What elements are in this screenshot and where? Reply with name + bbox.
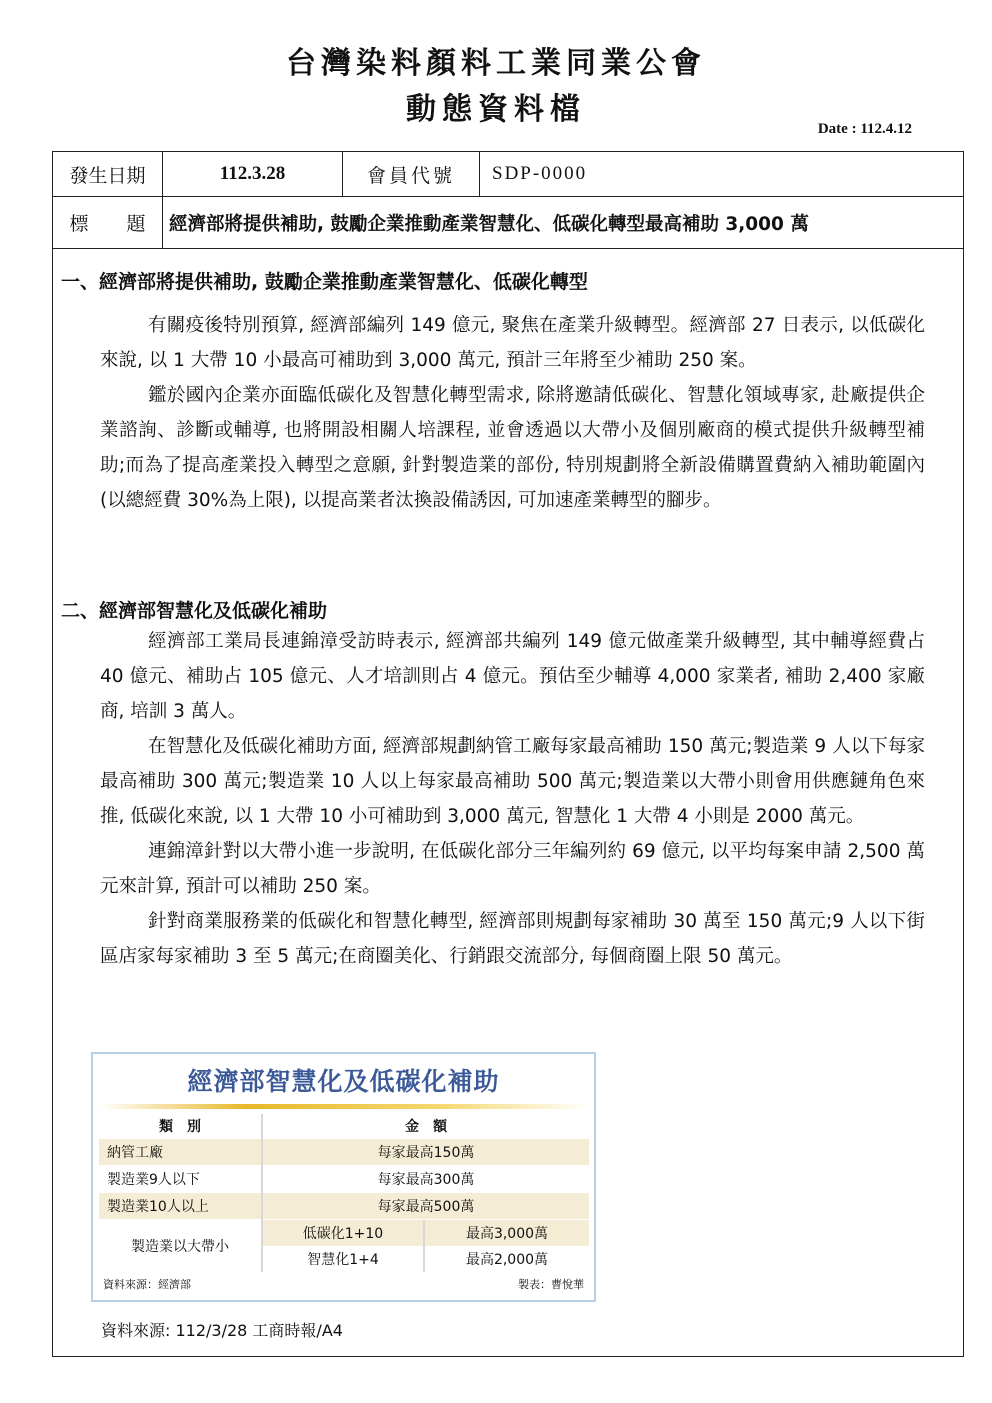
title-label: 標 題 [53, 197, 163, 248]
subsidy-table [99, 1114, 589, 1272]
document-frame [52, 151, 964, 1357]
group-type: 智慧化1+4 [307, 1252, 379, 1268]
table-divider [261, 1114, 263, 1272]
col-amount-header: 金 額 [405, 1119, 447, 1135]
row-category: 製造業9人以下 [107, 1172, 200, 1188]
row-category: 製造業10人以上 [107, 1199, 209, 1215]
info-row-title [53, 197, 963, 249]
doc-title: 動態資料檔 [406, 92, 586, 127]
member-value: SDP-0000 [492, 163, 588, 184]
section-2-paragraph: 針對商業服務業的低碳化和智慧化轉型, 經濟部則規劃每家補助 30 萬至 150 萬元;9 人以下街區店家每家補助 3 至 5 萬元;在商圈美化、行銷跟交流部分, 每個商圈上限 50 萬元。 [100, 911, 925, 967]
info-row-date [53, 152, 963, 197]
table-group-row [99, 1220, 589, 1272]
section-2-paragraph: 在智慧化及低碳化補助方面, 經濟部規劃納管工廠每家最高補助 150 萬元;製造業 9 人以下每家最高補助 300 萬元;製造業 10 人以上每家最高補助 500 萬元;製造業以大帶小則會用供應鏈角色來推, 低碳化來說, 以 1 大帶 10 小可補助到 3,000 萬元, 智慧化 1 大帶 4 小則是 2000 萬元。 [100, 736, 925, 827]
group-type: 低碳化1+10 [263, 1220, 423, 1246]
col-category-header: 類 別 [159, 1119, 201, 1135]
section-1-heading: 一、經濟部將提供補助, 鼓勵企業推動產業智慧化、低碳化轉型 [61, 271, 588, 293]
group-amount: 最高2,000萬 [465, 1252, 549, 1268]
row-amount: 每家最高150萬 [377, 1145, 475, 1161]
subsidy-table-title: 經濟部智慧化及低碳化補助 [187, 1067, 500, 1096]
article-source: 資料來源: 112/3/28 工商時報/A4 [101, 1321, 343, 1340]
section-1-paragraph: 有關疫後特別預算, 經濟部編列 149 億元, 聚焦在產業升級轉型。經濟部 27 日表示, 以低碳化來說, 以 1 大帶 10 小最高可補助到 3,000 萬元, 預計三年將至少補助 250 案。 [100, 315, 925, 371]
table-row [99, 1166, 589, 1192]
row-category: 納管工廠 [107, 1145, 163, 1161]
table-maker: 製表：曹悅華 [518, 1278, 584, 1291]
section-2-heading: 二、經濟部智慧化及低碳化補助 [61, 600, 328, 622]
date-value: 112.3.28 [163, 152, 343, 196]
section-1-body [100, 308, 925, 518]
group-category: 製造業以大帶小 [131, 1239, 229, 1255]
table-divider [423, 1220, 425, 1272]
table-row [99, 1139, 589, 1165]
gold-rule [99, 1104, 589, 1109]
section-1-paragraph: 鑑於國內企業亦面臨低碳化及智慧化轉型需求, 除將邀請低碳化、智慧化領域專家, 赴廠提供企業諮詢、診斷或輔導, 也將開設相關人培課程, 並會透過以大帶小及個別廠商的模式提供升級轉型補助;而為了提高產業投入轉型之意願, 針對製造業的部份, 特別規劃將全新設備購置費納入補助範圍內(以總經費 30%為上限), 以提高業者汰換設備誘因, 可加速產業轉型的腳步。 [100, 385, 925, 511]
date-label: 發生日期 [53, 152, 163, 196]
section-2-body [100, 624, 925, 974]
group-amount: 最高3,000萬 [425, 1220, 589, 1246]
table-source: 資料來源：經濟部 [103, 1278, 191, 1291]
subsidy-table-figure [91, 1052, 596, 1302]
member-label: 會員代號 [343, 152, 480, 196]
title-value: 經濟部將提供補助, 鼓勵企業推動產業智慧化、低碳化轉型最高補助 3,000 萬 [169, 213, 809, 235]
org-title: 台灣染料顏料工業同業公會 [286, 46, 706, 81]
table-row [99, 1193, 589, 1219]
report-date: Date : 112.4.12 [817, 121, 912, 137]
table-header-row [99, 1114, 589, 1138]
section-2-paragraph: 經濟部工業局長連錦漳受訪時表示, 經濟部共編列 149 億元做產業升級轉型, 其中輔導經費占 40 億元、補助占 105 億元、人才培訓則占 4 億元。預估至少輔導 4,000 家業者, 補助 2,400 家廠商, 培訓 3 萬人。 [100, 631, 925, 722]
row-amount: 每家最高500萬 [377, 1199, 475, 1215]
section-2-paragraph: 連錦漳針對以大帶小進一步說明, 在低碳化部分三年編列約 69 億元, 以平均每案申請 2,500 萬元來計算, 預計可以補助 250 案。 [100, 841, 925, 897]
row-amount: 每家最高300萬 [377, 1172, 475, 1188]
